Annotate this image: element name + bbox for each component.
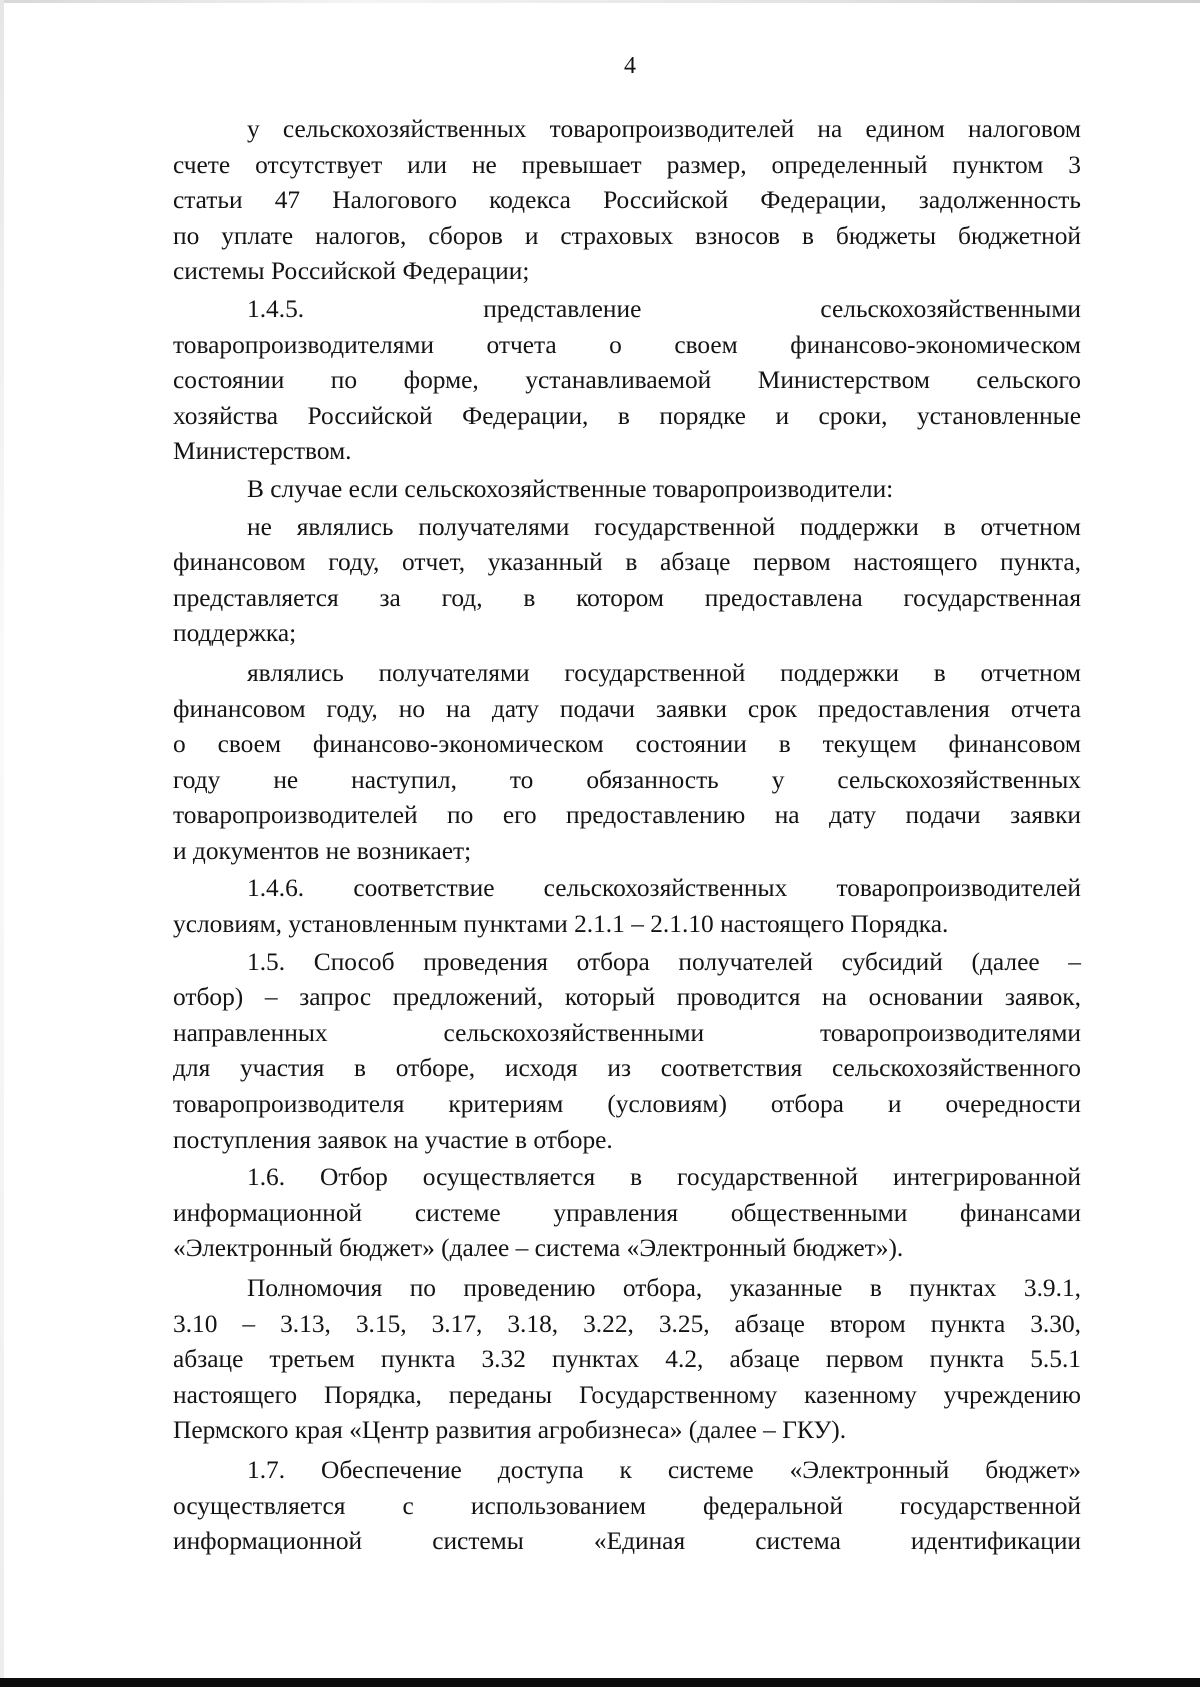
text-line: хозяйства Российской Федерации, в порядке и сроки, установленные	[173, 401, 1081, 430]
text-line: счете отсутствует или не превышает размер, определенный пунктом 3	[173, 150, 1081, 179]
paragraph-1-4-5	[173, 292, 1081, 470]
text-line: направленных сельскохозяйственными товаропроизводителями	[173, 1018, 1081, 1047]
paragraph-tax-debt	[173, 112, 1081, 290]
text-line: информационной системы «Единая система идентификации	[173, 1527, 1081, 1556]
text-line: информационной системе управления общественными финансами	[173, 1198, 1081, 1227]
scan-edge-bottom	[0, 1678, 1200, 1687]
scan-edge-top	[0, 0, 1200, 3]
scan-edge-left	[0, 0, 4, 1687]
text-line: состоянии по форме, устанавливаемой Министерством сельского	[173, 366, 1081, 395]
text-line: Пермского края «Центр развития агробизнеса» (далее – ГКУ).	[173, 1416, 847, 1445]
text-line: товаропроизводителями отчета о своем финансово-экономическом	[173, 330, 1081, 359]
text-line: 1.4.6. соответствие сельскохозяйственных товаропроизводителей	[247, 874, 1081, 903]
text-line: осуществляется с использованием федеральной государственной	[173, 1491, 1081, 1520]
text-line: 1.4.5. представление сельскохозяйственными	[247, 294, 1081, 323]
paragraph-powers	[173, 1271, 1081, 1449]
text-line: поступления заявок на участие в отборе.	[173, 1125, 613, 1154]
text-line: настоящего Порядка, переданы Государственному казенному учреждению	[173, 1380, 1081, 1409]
text-line: статьи 47 Налогового кодекса Российской Федерации, задолженность	[173, 186, 1081, 215]
text-line: представляется за год, в котором предоставлена государственная	[173, 583, 1081, 612]
paragraph-not-recipients	[173, 510, 1081, 652]
paragraph-were-recipients	[173, 656, 1081, 870]
text-line: 1.5. Способ проведения отбора получателей субсидий (далее –	[247, 947, 1081, 976]
text-line: финансовом году, но на дату подачи заявки срок предоставления отчета	[173, 694, 1081, 723]
text-line: 3.10 – 3.13, 3.15, 3.17, 3.18, 3.22, 3.25, абзаце втором пункта 3.30,	[173, 1309, 1081, 1338]
text-line: системы Российской Федерации;	[173, 257, 530, 286]
text-line: Министерством.	[173, 437, 352, 466]
text-line: 1.6. Отбор осуществляется в государственной интегрированной	[247, 1163, 1081, 1192]
text-line: абзаце третьем пункта 3.32 пунктах 4.2, абзаце первом пункта 5.5.1	[173, 1345, 1081, 1374]
text-line: о своем финансово-экономическом состоянии в текущем финансовом	[173, 730, 1081, 759]
document-body	[173, 112, 1081, 1560]
page-number: 4	[624, 53, 636, 79]
paragraph-1-6	[173, 1160, 1081, 1267]
text-line: финансовом году, отчет, указанный в абзаце первом настоящего пункта,	[173, 548, 1081, 577]
text-line: товаропроизводителей по его предоставлению на дату подачи заявки	[173, 801, 1081, 830]
text-line: Полномочия по проведению отбора, указанные в пунктах 3.9.1,	[247, 1274, 1081, 1302]
text-line: условиям, установленным пунктами 2.1.1 – 2.1.10 настоящего Порядка.	[173, 910, 949, 939]
text-line: по уплате налогов, сборов и страховых взносов в бюджеты бюджетной	[173, 221, 1081, 250]
text-line: поддержка;	[173, 619, 297, 648]
paragraph-1-4-6	[173, 871, 1081, 942]
paragraph-1-5	[173, 945, 1081, 1159]
text-line: 1.7. Обеспечение доступа к системе «Электронный бюджет»	[247, 1455, 1081, 1484]
text-line: у сельскохозяйственных товаропроизводителей на едином налоговом	[247, 115, 1081, 143]
text-line: для участия в отборе, исходя из соответствия сельскохозяйственного	[173, 1054, 1081, 1083]
text-line: году не наступил, то обязанность у сельскохозяйственных	[173, 765, 1081, 794]
text-line: являлись получателями государственной поддержки в отчетном	[247, 658, 1081, 687]
text-line: «Электронный бюджет» (далее – система «Электронный бюджет»).	[173, 1234, 904, 1263]
text-line: отбор) – запрос предложений, который проводится на основании заявок,	[173, 983, 1081, 1012]
text-line: и документов не возникает;	[173, 836, 472, 865]
text-line: товаропроизводителя критериям (условиям) отбора и очередности	[173, 1090, 1081, 1119]
text-line: В случае если сельскохозяйственные товаропроизводители:	[247, 474, 894, 503]
text-line: не являлись получателями государственной поддержки в отчетном	[247, 512, 1081, 541]
paragraph-in-case	[173, 472, 1081, 508]
paragraph-1-7	[173, 1453, 1081, 1560]
